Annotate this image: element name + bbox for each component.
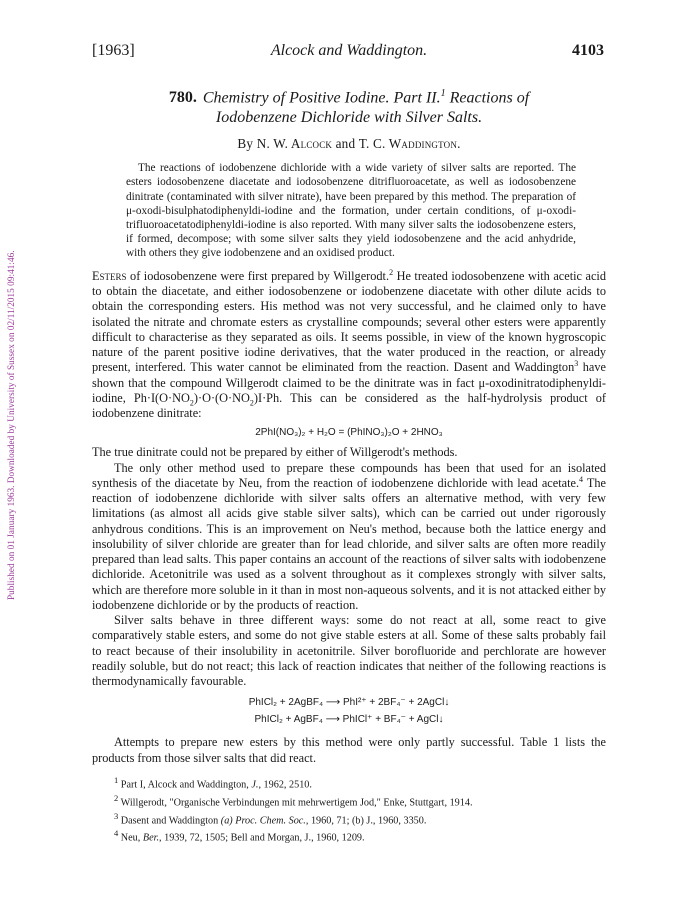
subscript: 2 bbox=[189, 398, 194, 408]
page-number: 4103 bbox=[572, 42, 604, 59]
reference-4[interactable]: 4 bbox=[579, 474, 584, 484]
footnote-journal: Ber. bbox=[142, 832, 160, 844]
footnote-1 bbox=[114, 774, 606, 792]
byline-prefix: By bbox=[237, 136, 257, 152]
para3-text-a: The only other method used to prepare these compounds has been that used for an isolated synthesis of the diacetate by Neu, from the reaction of iodobenzene dichloride with lead acetate. bbox=[92, 460, 606, 490]
download-watermark-text: Published on 01 January 1963. Downloaded by University of Sussex on 02/11/2015 09:41:46. bbox=[6, 250, 16, 600]
title-text-part2: Reactions of bbox=[445, 89, 530, 107]
footnote-text: Part I, Alcock and Waddington, bbox=[120, 779, 252, 791]
paragraph-3 bbox=[92, 461, 606, 614]
footnote-journal: (a) Proc. Chem. Soc. bbox=[220, 814, 306, 826]
reference-2[interactable]: 2 bbox=[389, 267, 394, 277]
footnote-tail: , 1939, 72, 1505; Bell and Morgan, J., 1960, 1209. bbox=[159, 832, 365, 844]
footnote-2 bbox=[114, 792, 606, 810]
paragraph-5: Attempts to prepare new esters by this method were only partly successful. Table 1 lists the products from those silver salts that did react. bbox=[92, 735, 606, 765]
paragraph-4: Silver salts behave in three different ways: some do not react at all, some react to give comparatively stable esters, and some do not give stable esters at all. Some of these salts probably fail to react because of their insolubility in acetonitrile. Silver borofluoride and perchlorate are however readily soluble, but do not react; this lack of reaction indicates that neither of the following reactions is thermodynamically favourable. bbox=[92, 613, 606, 689]
paragraph-1 bbox=[92, 269, 606, 422]
footnote-marker: 1 bbox=[114, 774, 119, 785]
article-title-line1 bbox=[92, 84, 606, 108]
article-title bbox=[92, 84, 606, 128]
author-waddington: T. C. Waddington bbox=[358, 136, 458, 152]
equation-borofluoride-1: PhICl₂ + 2AgBF₄ ⟶ PhI²⁺ + 2BF₄⁻ + 2AgCl↓ bbox=[248, 697, 450, 709]
running-head-authors: Alcock and Waddington. bbox=[270, 42, 428, 59]
footnote-journal: J. bbox=[251, 779, 259, 791]
article-body bbox=[92, 269, 606, 766]
footnote-3 bbox=[114, 810, 606, 828]
article-title-line2: Iodobenzene Dichloride with Silver Salts. bbox=[215, 109, 483, 127]
running-head bbox=[92, 42, 606, 64]
footnote-text: Dasent and Waddington bbox=[120, 814, 221, 826]
footnote-tail: , 1962, 2510. bbox=[258, 779, 312, 791]
running-head-year: [1963] bbox=[92, 42, 135, 59]
download-watermark bbox=[4, 150, 18, 600]
footnote-marker: 4 bbox=[114, 828, 119, 839]
footnote-text: Willgerodt, "Organische Verbindungen mit mehrwertigem Jod," Enke, Stuttgart, 1914. bbox=[120, 797, 473, 809]
title-reference[interactable]: 1 bbox=[440, 88, 446, 99]
para1-text-a: of iodosobenzene were first prepared by Willgerodt. bbox=[126, 268, 390, 283]
lead-word: Esters bbox=[92, 268, 127, 283]
title-text-part1: Chemistry of Positive Iodine. Part II. bbox=[202, 89, 441, 107]
para3-text-b: The reaction of iodobenzene dichloride with silver salts offers an alternative method, with very few limitations (as almost all acids give stable silver salts), which can be carried out under rigorously anhydrous conditions. This is an improvement on Neu's method, because both the lattice energy and insolubility of silver chloride are greater than for lead chloride, and silver salts are often more readily prepared than lead salts. This paper contains an account of the reactions of silver salts with iodobenzene dichloride. Acetonitrile was used as a solvent throughout as it complexes strongly with silver salts, which are therefore more soluble in it than in most non-aqueous solvents, and it is not attacked either by iodobenzene dichloride or by the products of reaction. bbox=[92, 475, 606, 612]
paragraph-2: The true dinitrate could not be prepared by either of Willgerodt's methods. bbox=[92, 445, 458, 460]
author-alcock: N. W. Alcock bbox=[256, 136, 333, 152]
para1-text-d: )·O·(O·NO bbox=[193, 390, 250, 405]
para1-text-b: He treated iodosobenzene with acetic acid to obtain the diacetate, and either iodosobenzene or iodobenzene diacetate with other dilute acids to obtain the corresponding esters. His method was not very successful, and he claimed only to have isolated the nitrate and chromate esters as crystalline compounds; several other esters were apparently difficult to characterise as they separated as oils. It seems possible, in view of the known hygroscopic nature of the parent positive iodine derivatives, that the water produced in the reaction, or already present, interfered. This water cannot be eliminated from the reaction. Dasent and Waddington bbox=[92, 268, 606, 375]
footnote-tail: , 1960, 71; (b) J., 1960, 3350. bbox=[305, 814, 427, 826]
footnote-marker: 3 bbox=[114, 810, 119, 821]
byline-and: and bbox=[332, 136, 359, 152]
byline-suffix: . bbox=[457, 136, 461, 152]
byline bbox=[92, 136, 606, 152]
article-page bbox=[92, 42, 606, 845]
equation-hydrolysis: 2PhI(NO₃)₂ + H₂O = (PhINO₃)₂O + 2HNO₃ bbox=[255, 427, 443, 439]
footnote-text: Neu, bbox=[120, 832, 143, 844]
subscript: 2 bbox=[249, 398, 254, 408]
abstract: The reactions of iodobenzene dichloride with a wide variety of silver salts are reported. The esters iodosobenzene diacetate and iodosobenzene ditrifluoroacetate, as well as iodosobenzene dinitrate (contaminated with silver nitrate), have been prepared by this method. The preparation of μ-oxodi-bisulphatodiphenyldi-iodine and the formation, under certain conditions, of μ-oxodi-trifluoroacetatodiphenyldi-iodine is also reported. With many silver salts the iodosobenzene esters, if formed, decompose; with some silver salts they yield iodosobenzene and the acid anhydride, with others they give iodobenzene and an oxidised product. bbox=[126, 162, 576, 259]
reference-3[interactable]: 3 bbox=[574, 359, 579, 369]
footnote-4 bbox=[114, 827, 606, 845]
para1-text-c: have shown that the compound Willgerodt claimed to be the dinitrate was in fact μ-oxodinitratodiphenyldi-iodine, Ph·I(O·NO bbox=[92, 360, 606, 405]
article-number: 780. bbox=[168, 89, 197, 107]
footnote-references bbox=[114, 774, 606, 845]
equation-borofluoride-2: PhICl₂ + AgBF₄ ⟶ PhICl⁺ + BF₄⁻ + AgCl↓ bbox=[254, 714, 444, 726]
footnote-marker: 2 bbox=[114, 792, 119, 803]
equation-block bbox=[92, 695, 606, 727]
para1-text-e: )I·Ph. This can be considered as the half-hydrolysis product of iodobenzene dinitrate: bbox=[92, 390, 606, 421]
